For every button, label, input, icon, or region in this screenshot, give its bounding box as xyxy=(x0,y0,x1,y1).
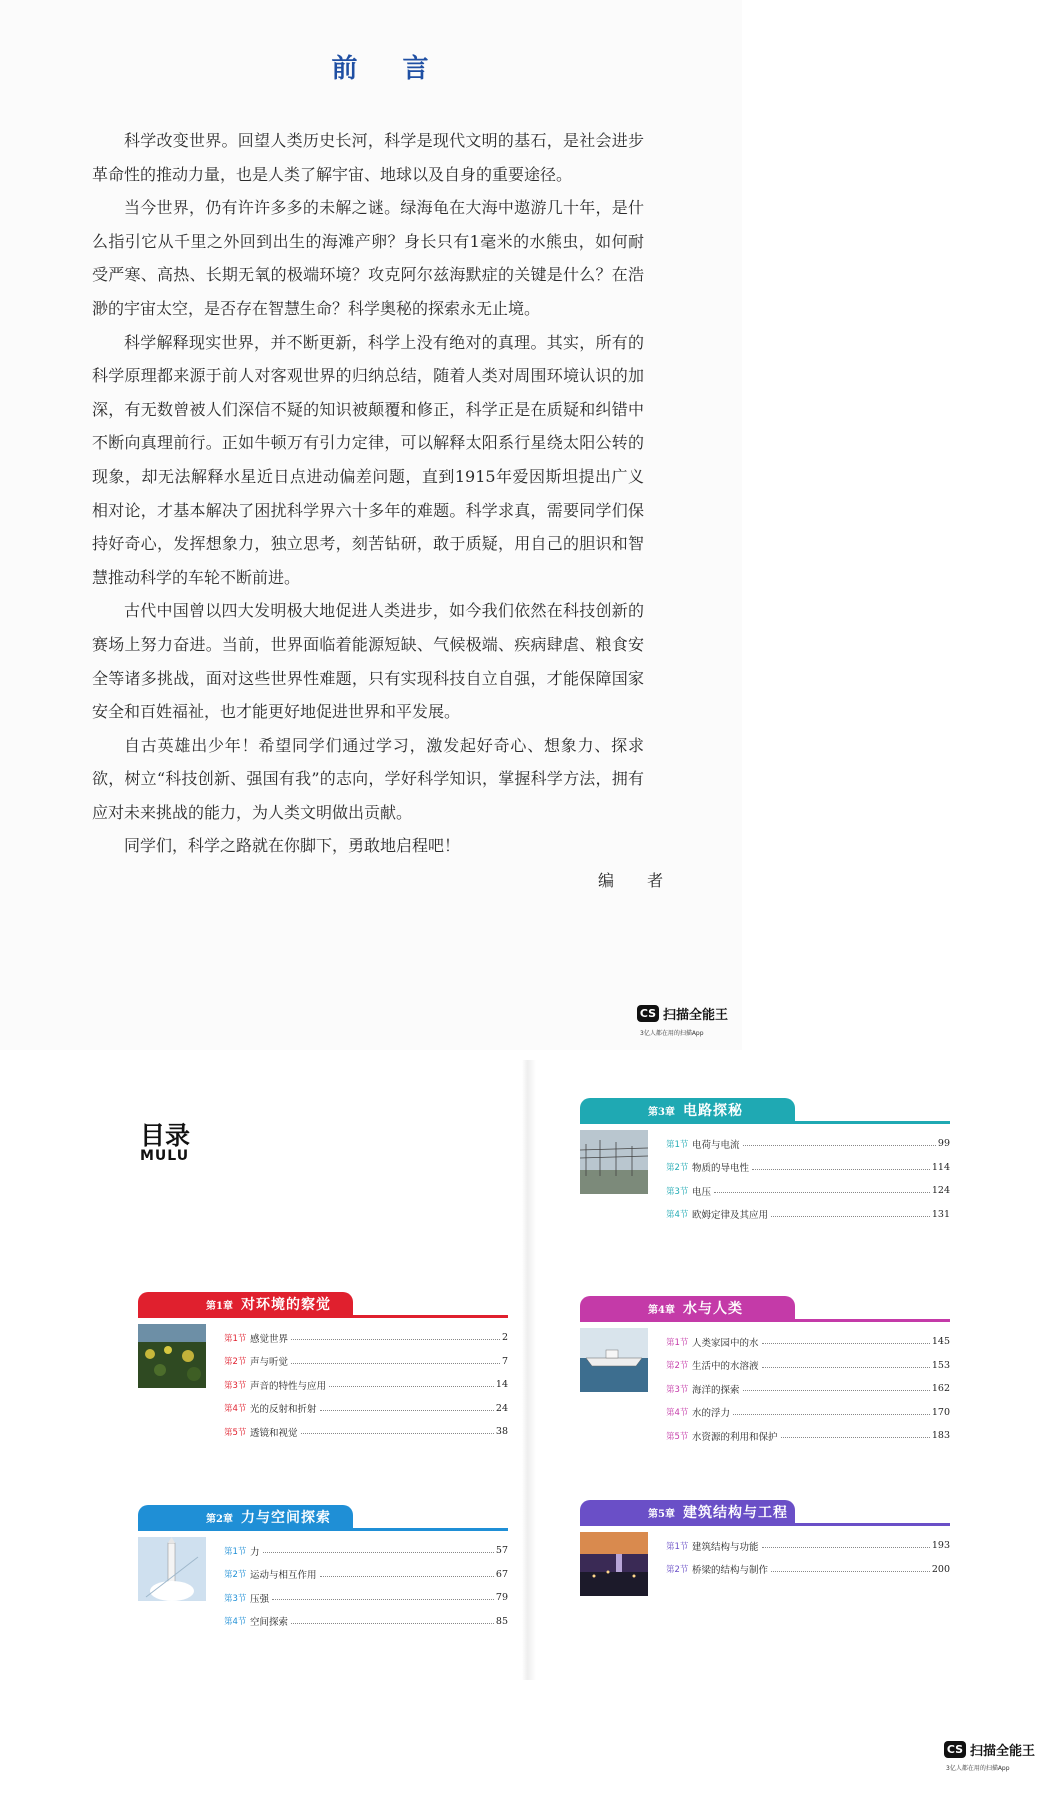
toc-entry[interactable] xyxy=(666,1156,950,1180)
section-number: 第1节 xyxy=(224,1333,247,1344)
chapter-header xyxy=(580,1500,950,1526)
section-list xyxy=(224,1326,508,1444)
toc-entry[interactable] xyxy=(224,1373,508,1397)
toc-entry[interactable] xyxy=(666,1354,950,1378)
section-page-number: 114 xyxy=(931,1161,950,1173)
toc-entry[interactable] xyxy=(666,1377,950,1401)
section-page-number: 124 xyxy=(931,1185,950,1197)
section-title: 光的反射和折射 xyxy=(250,1404,317,1416)
section-page-number: 14 xyxy=(495,1379,508,1391)
section-page-number: 170 xyxy=(931,1406,950,1418)
toc-entry[interactable] xyxy=(666,1401,950,1425)
chapter-header xyxy=(138,1505,508,1531)
preface-paragraph: 古代中国曾以四大发明极大地促进人类进步，如今我们依然在科技创新的赛场上努力奋进。当前，世界面临着能源短缺、气候极端、疾病肆虐、粮食安全等诸多挑战，面对这些世界性难题，只有实现科技自立自强，才能保障国家安全和百姓福祉，也才能更好地促进世界和平发展。 xyxy=(92,601,644,722)
section-number: 第3节 xyxy=(224,1380,247,1391)
chapter-tab xyxy=(580,1098,795,1122)
section-title: 感觉世界 xyxy=(250,1333,289,1345)
section-number: 第5节 xyxy=(224,1427,247,1438)
section-title: 声音的特性与应用 xyxy=(250,1380,327,1392)
chapter-5 xyxy=(580,1500,950,1577)
section-title: 建筑结构与功能 xyxy=(692,1541,759,1553)
section-page-number: 99 xyxy=(937,1138,950,1150)
section-page-number: 183 xyxy=(931,1430,950,1442)
contents-page xyxy=(0,1050,1051,1794)
section-page-number: 131 xyxy=(931,1208,950,1220)
chapter-header xyxy=(580,1098,950,1124)
dot-leader xyxy=(743,1145,936,1146)
cs-logo-icon: CS xyxy=(944,1741,966,1758)
section-page-number: 162 xyxy=(931,1383,950,1395)
dot-leader xyxy=(320,1576,494,1577)
chapter-photo-sunflowers xyxy=(138,1324,206,1388)
section-title: 物质的导电性 xyxy=(692,1163,750,1175)
toc-entry[interactable] xyxy=(224,1610,508,1634)
contents-title: 目录 xyxy=(140,1121,191,1150)
chapter-photo-night-building xyxy=(580,1532,648,1596)
chapter-photo-rocket-launch xyxy=(138,1537,206,1601)
chapter-number: 第3章 xyxy=(648,1106,675,1118)
preface-paragraph: 自古英雄出少年！希望同学们通过学习，激发起好奇心、想象力、探求欲，树立“科技创新、强国有我”的志向，学好科学知识，掌握科学方法，拥有应对未来挑战的能力，为人类文明做出贡献。 xyxy=(92,735,644,822)
section-number: 第4节 xyxy=(666,1210,689,1221)
scanner-tagline: 3亿人都在用的扫描App xyxy=(640,1030,704,1037)
chapter-title: 对环境的察觉 xyxy=(240,1297,331,1313)
section-number: 第4节 xyxy=(666,1408,689,1419)
section-page-number: 2 xyxy=(501,1332,508,1344)
chapter-title: 建筑结构与工程 xyxy=(682,1505,788,1521)
toc-entry[interactable] xyxy=(224,1326,508,1350)
preface-page xyxy=(0,0,742,1050)
toc-entry[interactable] xyxy=(666,1330,950,1354)
dot-leader xyxy=(263,1552,494,1553)
scanner-watermark-2 xyxy=(944,1740,1035,1759)
section-number: 第2节 xyxy=(224,1570,247,1581)
toc-entry[interactable] xyxy=(224,1539,508,1563)
dot-leader xyxy=(762,1367,930,1368)
dot-leader xyxy=(752,1169,930,1170)
section-title: 透镜和视觉 xyxy=(250,1427,298,1439)
toc-entry[interactable] xyxy=(666,1558,950,1582)
section-title: 声与听觉 xyxy=(250,1357,289,1369)
scanner-name: 扫描全能王 xyxy=(970,1744,1036,1759)
dot-leader xyxy=(762,1343,930,1344)
toc-entry[interactable] xyxy=(224,1586,508,1610)
section-number: 第2节 xyxy=(666,1163,689,1174)
dot-leader xyxy=(301,1433,494,1434)
section-title: 海洋的探索 xyxy=(692,1384,740,1396)
section-title: 力 xyxy=(250,1546,260,1558)
section-title: 生活中的水溶液 xyxy=(692,1361,759,1373)
section-list xyxy=(224,1539,508,1633)
section-list xyxy=(666,1132,950,1226)
section-number: 第4节 xyxy=(224,1617,247,1628)
section-title: 电压 xyxy=(692,1186,712,1198)
section-number: 第3节 xyxy=(666,1384,689,1395)
section-list xyxy=(666,1534,950,1581)
section-number: 第3节 xyxy=(224,1593,247,1604)
section-title: 水的浮力 xyxy=(692,1408,731,1420)
dot-leader xyxy=(272,1599,494,1600)
section-title: 压强 xyxy=(250,1593,270,1605)
dot-leader xyxy=(291,1363,500,1364)
cs-logo-icon: CS xyxy=(637,1005,659,1022)
preface-title: 前 言 xyxy=(331,54,447,84)
section-number: 第2节 xyxy=(224,1357,247,1368)
section-title: 欧姆定律及其应用 xyxy=(692,1210,769,1222)
chapter-3 xyxy=(580,1098,950,1222)
dot-leader xyxy=(329,1386,494,1387)
section-number: 第3节 xyxy=(666,1186,689,1197)
toc-entry[interactable] xyxy=(666,1534,950,1558)
chapter-2 xyxy=(138,1505,508,1629)
dot-leader xyxy=(714,1192,930,1193)
dot-leader xyxy=(733,1414,930,1415)
section-page-number: 7 xyxy=(501,1355,508,1367)
section-number: 第1节 xyxy=(666,1337,689,1348)
chapter-4 xyxy=(580,1296,950,1443)
section-title: 水资源的利用和保护 xyxy=(692,1431,778,1443)
preface-paragraph: 科学解释现实世界，并不断更新，科学上没有绝对的真理。其实，所有的科学原理都来源于前人对客观世界的归纳总结，随着人类对周围环境认识的加深，有无数曾被人们深信不疑的知识被颠覆和修正，科学正是在质疑和纠错中不断向真理前行。正如牛顿万有引力定律，可以解释太阳系行星绕太阳公转的现象，却无法解释水星近日点进动偏差问题，直到1915年爱因斯坦提出广义相对论，才基本解决了困扰科学界六十多年的难题。科学求真，需要同学们保持好奇心，发挥想象力，独立思考，刻苦钻研，敢于质疑，用自己的胆识和智慧推动科学的车轮不断前进。 xyxy=(92,332,644,587)
chapter-number: 第4章 xyxy=(648,1304,675,1316)
dot-leader xyxy=(291,1339,500,1340)
toc-entry[interactable] xyxy=(224,1397,508,1421)
toc-entry[interactable] xyxy=(666,1179,950,1203)
chapter-title: 水与人类 xyxy=(682,1301,743,1317)
section-page-number: 67 xyxy=(495,1568,508,1580)
chapter-title: 力与空间探索 xyxy=(240,1510,331,1526)
section-page-number: 57 xyxy=(495,1545,508,1557)
section-page-number: 85 xyxy=(495,1615,508,1627)
section-page-number: 38 xyxy=(495,1426,508,1438)
chapter-tab xyxy=(138,1292,353,1316)
toc-entry[interactable] xyxy=(224,1563,508,1587)
toc-entry[interactable] xyxy=(666,1132,950,1156)
dot-leader xyxy=(762,1547,930,1548)
toc-entry[interactable] xyxy=(666,1203,950,1227)
chapter-1 xyxy=(138,1292,508,1439)
dot-leader xyxy=(771,1216,930,1217)
section-number: 第1节 xyxy=(666,1541,689,1552)
chapter-tab xyxy=(580,1296,795,1320)
chapter-photo-substation xyxy=(580,1130,648,1194)
section-list xyxy=(666,1330,950,1448)
dot-leader xyxy=(320,1410,494,1411)
dot-leader xyxy=(291,1623,494,1624)
chapter-tab xyxy=(580,1500,795,1524)
dot-leader xyxy=(781,1437,930,1438)
preface-paragraph: 同学们，科学之路就在你脚下，勇敢地启程吧！ xyxy=(124,836,461,856)
scanner-name: 扫描全能王 xyxy=(663,1008,729,1023)
preface-paragraph: 科学改变世界。回望人类历史长河，科学是现代文明的基石，是社会进步革命性的推动力量，也是人类了解宇宙、地球以及自身的重要途径。 xyxy=(92,131,644,184)
dot-leader xyxy=(771,1571,930,1572)
section-title: 电荷与电流 xyxy=(692,1139,740,1151)
chapter-number: 第2章 xyxy=(206,1513,233,1525)
toc-entry[interactable] xyxy=(666,1424,950,1448)
chapter-title: 电路探秘 xyxy=(682,1103,743,1119)
dot-leader xyxy=(743,1390,930,1391)
section-title: 空间探索 xyxy=(250,1617,289,1629)
section-number: 第1节 xyxy=(224,1546,247,1557)
chapter-header xyxy=(138,1292,508,1318)
toc-entry[interactable] xyxy=(224,1420,508,1444)
section-number: 第2节 xyxy=(666,1565,689,1576)
section-number: 第2节 xyxy=(666,1361,689,1372)
section-page-number: 145 xyxy=(931,1336,950,1348)
scanner-tagline: 3亿人都在用的扫描App xyxy=(946,1765,1010,1772)
toc-entry[interactable] xyxy=(224,1350,508,1374)
section-title: 运动与相互作用 xyxy=(250,1570,317,1582)
chapter-number: 第5章 xyxy=(648,1508,675,1520)
section-title: 人类家园中的水 xyxy=(692,1337,759,1349)
section-title: 桥梁的结构与制作 xyxy=(692,1565,769,1577)
section-page-number: 193 xyxy=(931,1540,950,1552)
section-page-number: 153 xyxy=(931,1359,950,1371)
chapter-number: 第1章 xyxy=(206,1300,233,1312)
preface-paragraph: 当今世界，仍有许许多多的未解之谜。绿海龟在大海中遨游几十年，是什么指引它从千里之外回到出生的海滩产卵？身长只有1毫米的水熊虫，如何耐受严寒、高热、长期无氧的极端环境？攻克阿尔兹海默症的关键是什么？在浩渺的宇宙太空，是否存在智慧生命？科学奥秘的探索永无止境。 xyxy=(92,198,644,318)
page-gutter xyxy=(522,1060,536,1680)
section-page-number: 79 xyxy=(495,1592,508,1604)
section-number: 第1节 xyxy=(666,1139,689,1150)
section-page-number: 200 xyxy=(931,1563,950,1575)
preface-signature: 编 者 xyxy=(598,871,678,890)
chapter-header xyxy=(580,1296,950,1322)
contents-subtitle: MULU xyxy=(140,1148,190,1164)
scanner-watermark xyxy=(637,1004,728,1023)
chapter-tab xyxy=(138,1505,353,1529)
section-number: 第4节 xyxy=(224,1404,247,1415)
chapter-photo-ship xyxy=(580,1328,648,1392)
preface-body xyxy=(92,124,644,863)
section-page-number: 24 xyxy=(495,1402,508,1414)
section-number: 第5节 xyxy=(666,1431,689,1442)
